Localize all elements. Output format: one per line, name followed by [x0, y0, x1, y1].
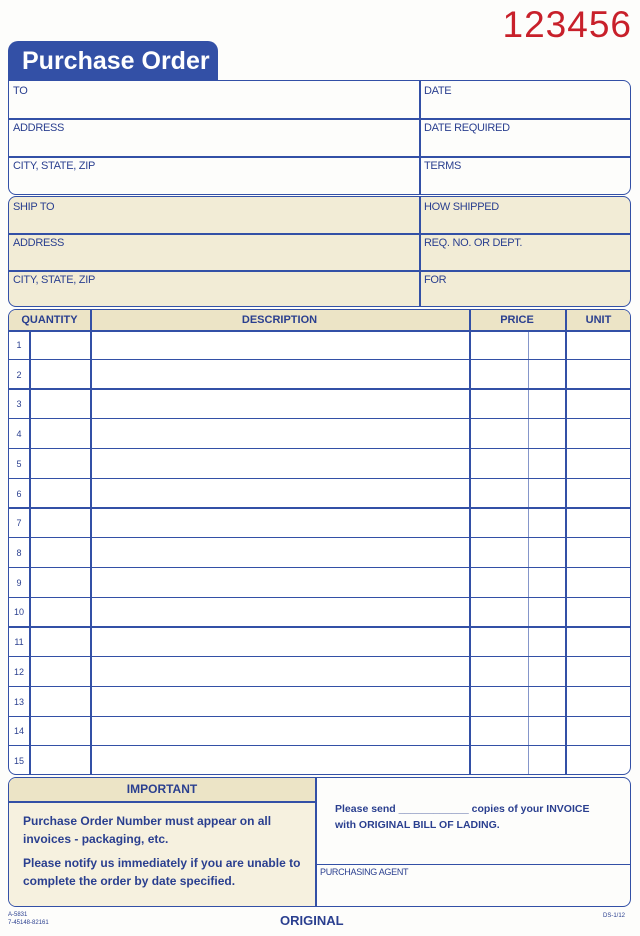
row-number: 3: [16, 399, 22, 410]
copy-label: ORIGINAL: [280, 913, 344, 928]
table-row: [9, 717, 631, 747]
price-header: PRICE: [469, 310, 565, 330]
row-number: 9: [16, 577, 22, 588]
row-number: 14: [13, 726, 24, 737]
table-row: [9, 746, 631, 775]
unit-header: UNIT: [565, 310, 631, 330]
table-row: [9, 657, 631, 687]
table-row: [9, 687, 631, 717]
table-row: [9, 568, 631, 598]
ship-to-label: SHIP TO: [13, 201, 55, 213]
purchasing-agent-label: PURCHASING AGENT: [320, 867, 409, 877]
row-number: 5: [16, 458, 22, 469]
table-row: [9, 508, 631, 538]
table-row: [9, 627, 631, 657]
row-number: 12: [13, 666, 24, 677]
terms-label: TERMS: [424, 160, 462, 172]
important-line-2: Please notify us immediately if you are unable to complete the order by date specified.: [23, 856, 301, 888]
ship-city-state-zip-label: CITY, STATE, ZIP: [13, 274, 95, 286]
table-row: [9, 449, 631, 479]
row-number: 15: [13, 756, 24, 767]
row-number: 10: [13, 607, 24, 618]
form-title: Purchase Order: [8, 41, 218, 81]
how-shipped-label: HOW SHIPPED: [424, 201, 499, 213]
row-number: 2: [16, 369, 22, 380]
date-required-label: DATE REQUIRED: [424, 122, 510, 134]
barcode-number: 7-45148-82161: [8, 920, 49, 926]
important-line-1: Purchase Order Number must appear on all invoices - packaging, etc.: [23, 814, 272, 846]
row-number: 4: [16, 429, 22, 440]
po-number: 123456: [502, 4, 632, 45]
invoice-notice-line-2: with ORIGINAL BILL OF LADING.: [335, 819, 500, 831]
for-label: FOR: [424, 274, 447, 286]
description-header: DESCRIPTION: [90, 310, 469, 330]
table-row: [9, 389, 631, 419]
row-number: 7: [16, 518, 22, 529]
table-row: [9, 538, 631, 568]
row-number: 11: [14, 637, 24, 648]
table-row: [9, 598, 631, 628]
address-label: ADDRESS: [13, 122, 65, 134]
ship-address-label: ADDRESS: [13, 237, 65, 249]
req-no-label: REQ. NO. OR DEPT.: [424, 237, 523, 249]
header-box: [8, 80, 631, 195]
row-number: 8: [16, 547, 22, 558]
form-code: A-5831: [8, 912, 28, 918]
table-row: [9, 360, 631, 390]
row-number: 6: [16, 488, 22, 499]
date-label: DATE: [424, 85, 452, 97]
ship-box: [8, 196, 631, 307]
items-table: [8, 309, 631, 775]
form-version: DS-1/12: [603, 913, 626, 919]
table-row: [9, 419, 631, 449]
to-label: TO: [13, 85, 28, 97]
important-heading: IMPORTANT: [9, 778, 315, 801]
row-number: 13: [13, 696, 24, 707]
row-number: 1: [16, 339, 22, 350]
quantity-header: QUANTITY: [9, 310, 90, 330]
table-row: [9, 479, 631, 509]
table-row: [9, 330, 631, 360]
city-state-zip-label: CITY, STATE, ZIP: [13, 160, 95, 172]
bottom-box: [8, 777, 631, 907]
invoice-notice-line-1: Please send ____________ copies of your INVOICE: [335, 803, 590, 815]
